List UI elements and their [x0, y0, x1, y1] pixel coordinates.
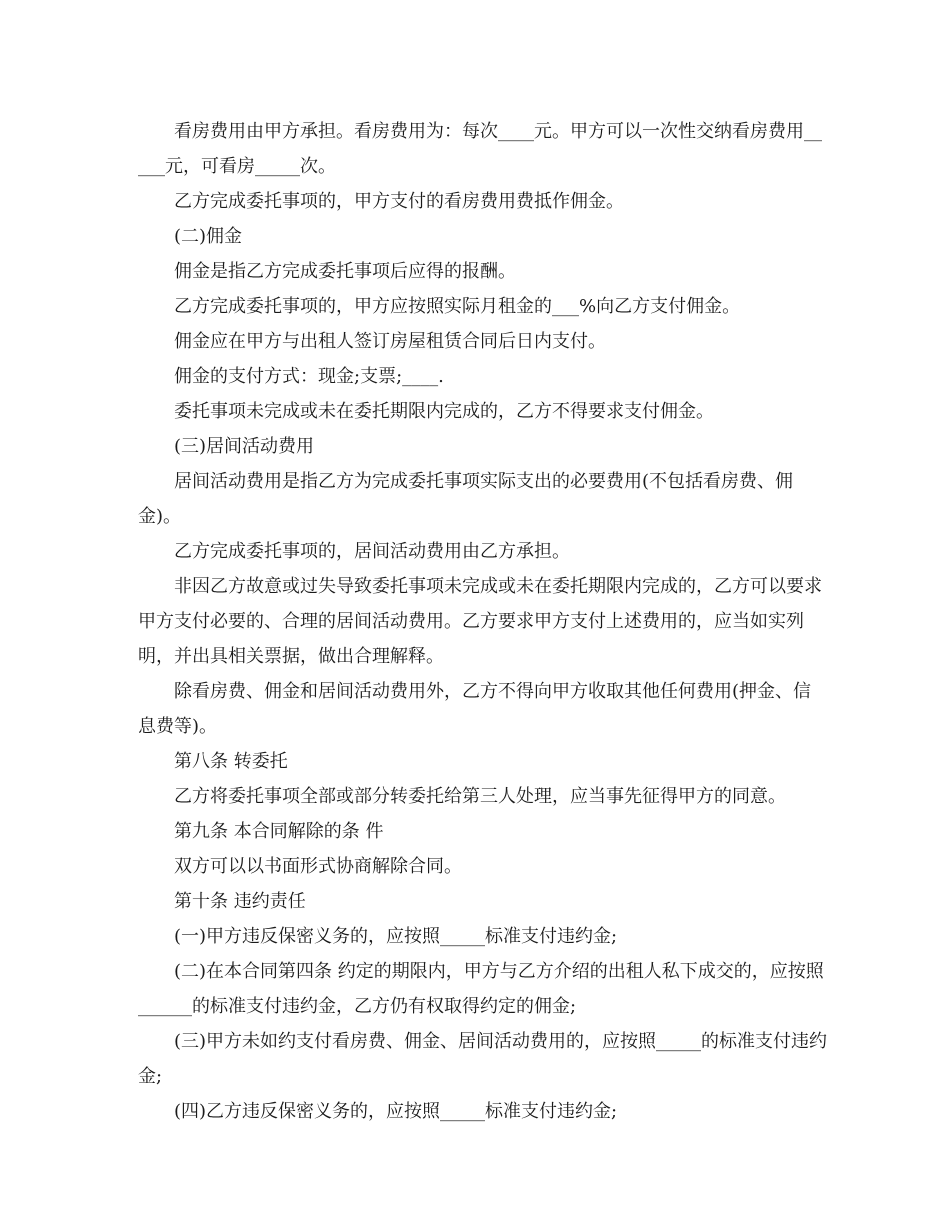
paragraph: 佣金的支付方式：现金;支票;____. — [174, 366, 444, 387]
paragraph: 佣金应在甲方与出租人签订房屋租赁合同后日内支付。 — [174, 331, 606, 352]
article-heading: 第八条 转委托 — [174, 751, 288, 772]
paragraph: 非因乙方故意或过失导致委托事项未完成或未在委托期限内完成的，乙方可以要求甲方支付必要的、合理的居间活动费用。乙方要求甲方支付上述费用的，应当如实列明，并出具相关票据，做出合理解释。 — [138, 576, 822, 667]
paragraph: (二)在本合同第四条 约定的期限内，甲方与乙方介绍的出租人私下成交的，应按照______的标准支付违约金，乙方仍有权取得约定的佣金; — [138, 961, 824, 1017]
paragraph: (一)甲方违反保密义务的，应按照_____标准支付违约金; — [174, 926, 618, 947]
paragraph: 看房费用由甲方承担。看房费用为：每次____元。甲方可以一次性交纳看房费用_____元，可看房_____次。 — [138, 121, 822, 177]
section-heading: (二)佣金 — [174, 226, 243, 247]
paragraph: (三)甲方未如约支付看房费、佣金、居间活动费用的，应按照_____的标准支付违约金; — [138, 1031, 828, 1087]
section-heading: (三)居间活动费用 — [174, 436, 315, 457]
paragraph: 佣金是指乙方完成委托事项后应得的报酬。 — [174, 261, 516, 282]
document-body — [138, 114, 828, 1129]
paragraph: 乙方完成委托事项的，甲方应按照实际月租金的___%向乙方支付佣金。 — [174, 296, 741, 317]
article-heading: 第十条 违约责任 — [174, 891, 306, 912]
paragraph: 除看房费、佣金和居间活动费用外，乙方不得向甲方收取其他任何费用(押金、信息费等)。 — [138, 681, 812, 737]
paragraph: 居间活动费用是指乙方为完成委托事项实际支出的必要费用(不包括看房费、佣金)。 — [138, 471, 794, 527]
paragraph: 乙方完成委托事项的，居间活动费用由乙方承担。 — [174, 541, 570, 562]
paragraph: (四)乙方违反保密义务的，应按照_____标准支付违约金; — [174, 1101, 618, 1122]
paragraph: 乙方完成委托事项的，甲方支付的看房费用费抵作佣金。 — [174, 191, 624, 212]
paragraph: 委托事项未完成或未在委托期限内完成的，乙方不得要求支付佣金。 — [174, 401, 714, 422]
paragraph: 乙方将委托事项全部或部分转委托给第三人处理，应当事先征得甲方的同意。 — [174, 786, 786, 807]
article-heading: 第九条 本合同解除的条 件 — [174, 821, 384, 842]
paragraph: 双方可以以书面形式协商解除合同。 — [174, 856, 462, 877]
